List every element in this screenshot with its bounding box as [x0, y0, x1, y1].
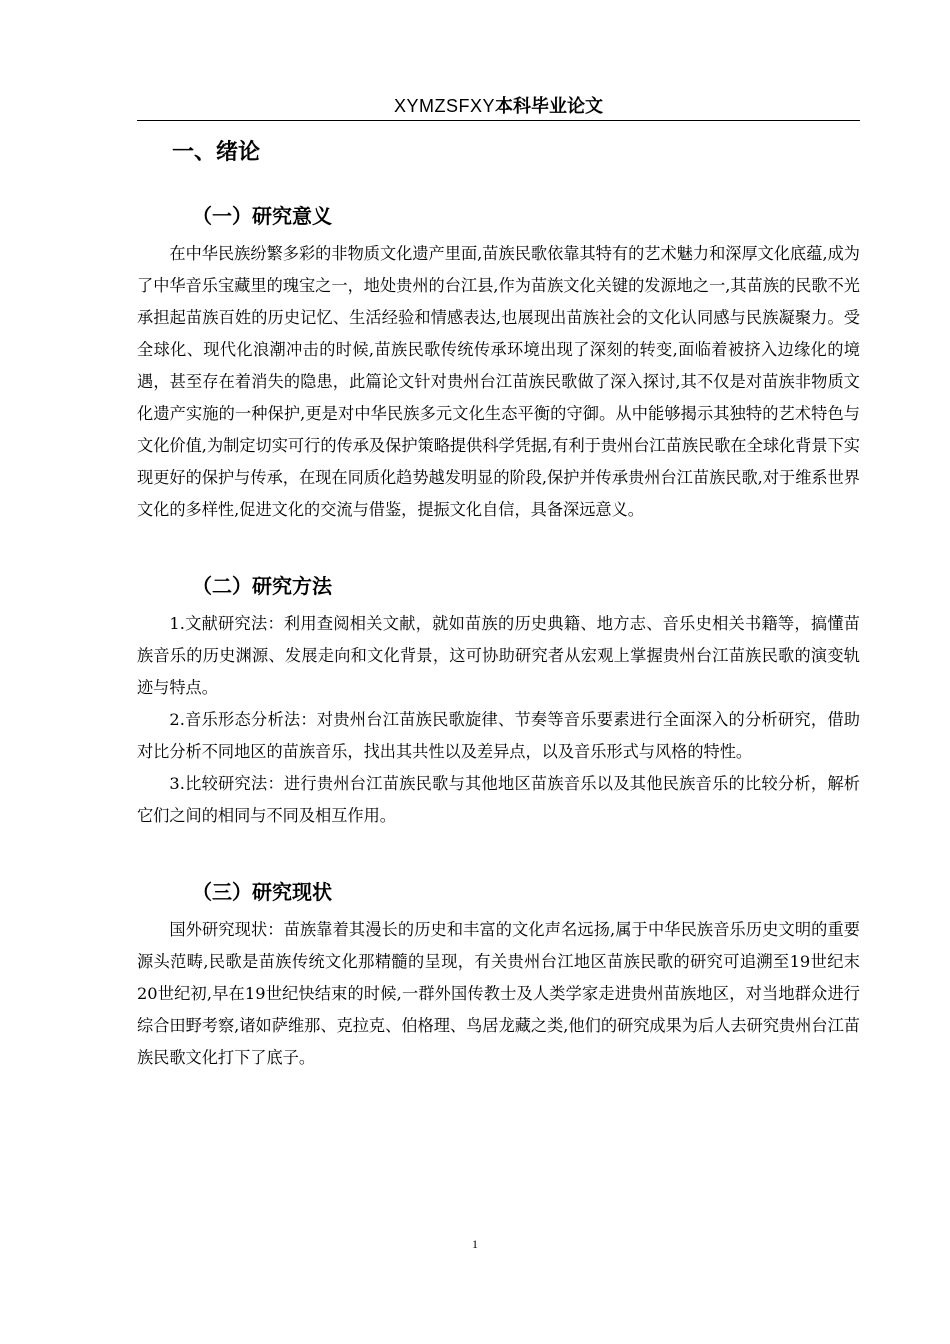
section-spacer [137, 832, 860, 870]
chapter-title: 一、绪论 [172, 140, 261, 165]
paragraph-significance: 在中华民族纷繁多彩的非物质文化遗产里面,苗族民歌依靠其特有的艺术魅力和深厚文化底蕴,成为了中华音乐宝藏里的瑰宝之一，地处贵州的台江县,作为苗族文化关键的发源地之一,其苗族的民歌不光承担起苗族百姓的历史记忆、生活经验和情感表达,也展现出苗族社会的文化认同感与民族凝聚力。受全球化、现代化浪潮冲击的时候,苗族民歌传统传承环境出现了深刻的转变,面临着被挤入边缘化的境遇，甚至存在着消失的隐患，此篇论文针对贵州台江苗族民歌做了深入探讨,其不仅是对苗族非物质文化遗产实施的一种保护,更是对中华民族多元文化生态平衡的守御。从中能够揭示其独特的艺术特色与文化价值,为制定切实可行的传承及保护策略提供科学凭据,有利于贵州台江苗族民歌在全球化背景下实现更好的保护与传承，在现在同质化趋势越发明显的阶段,保护并传承贵州台江苗族民歌,对于维系世界文化的多样性,促进文化的交流与借鉴，提振文化自信，具备深远意义。 [137, 244, 860, 519]
section-title-status: （三）研究现状 [192, 880, 332, 904]
page-number: 1 [472, 1237, 478, 1251]
section-spacer [137, 526, 860, 564]
section-title-methods: （二）研究方法 [192, 574, 332, 598]
header-subtitle: 本科毕业论文 [495, 96, 603, 117]
paragraph-method-comparison: 3.比较研究法：进行贵州台江苗族民歌与其他地区苗族音乐以及其他民族音乐的比较分析，解析它们之间的相同与不同及相互作用。 [137, 774, 860, 825]
page-body [137, 130, 860, 1074]
paragraph-method-literature: 1.文献研究法：利用查阅相关文献，就如苗族的历史典籍、地方志、音乐史相关书籍等，搞懂苗族音乐的历史渊源、发展走向和文化背景，这可协助研究者从宏观上掌握贵州台江苗族民歌的演变轨迹与特点。 [137, 614, 860, 697]
paragraph-method-music-analysis: 2.音乐形态分析法：对贵州台江苗族民歌旋律、节奏等音乐要素进行全面深入的分析研究，借助对比分析不同地区的苗族音乐，找出其共性以及差异点，以及音乐形式与风格的特性。 [137, 710, 860, 761]
header-code: XYMZSFXY [393, 96, 495, 116]
page-header [137, 92, 860, 121]
paragraph-status-foreign: 国外研究现状：苗族靠着其漫长的历史和丰富的文化声名远扬,属于中华民族音乐历史文明的重要源头范畴,民歌是苗族传统文化那精髓的呈现，有关贵州台江地区苗族民歌的研究可追溯至19世纪末20世纪初,早在19世纪快结束的时候,一群外国传教士及人类学家走进贵州苗族地区，对当地群众进行综合田野考察,诸如萨维那、克拉克、伯格理、鸟居龙藏之类,他们的研究成果为后人去研究贵州台江苗族民歌文化打下了底子。 [137, 920, 860, 1067]
section-title-significance: （一）研究意义 [192, 204, 332, 228]
